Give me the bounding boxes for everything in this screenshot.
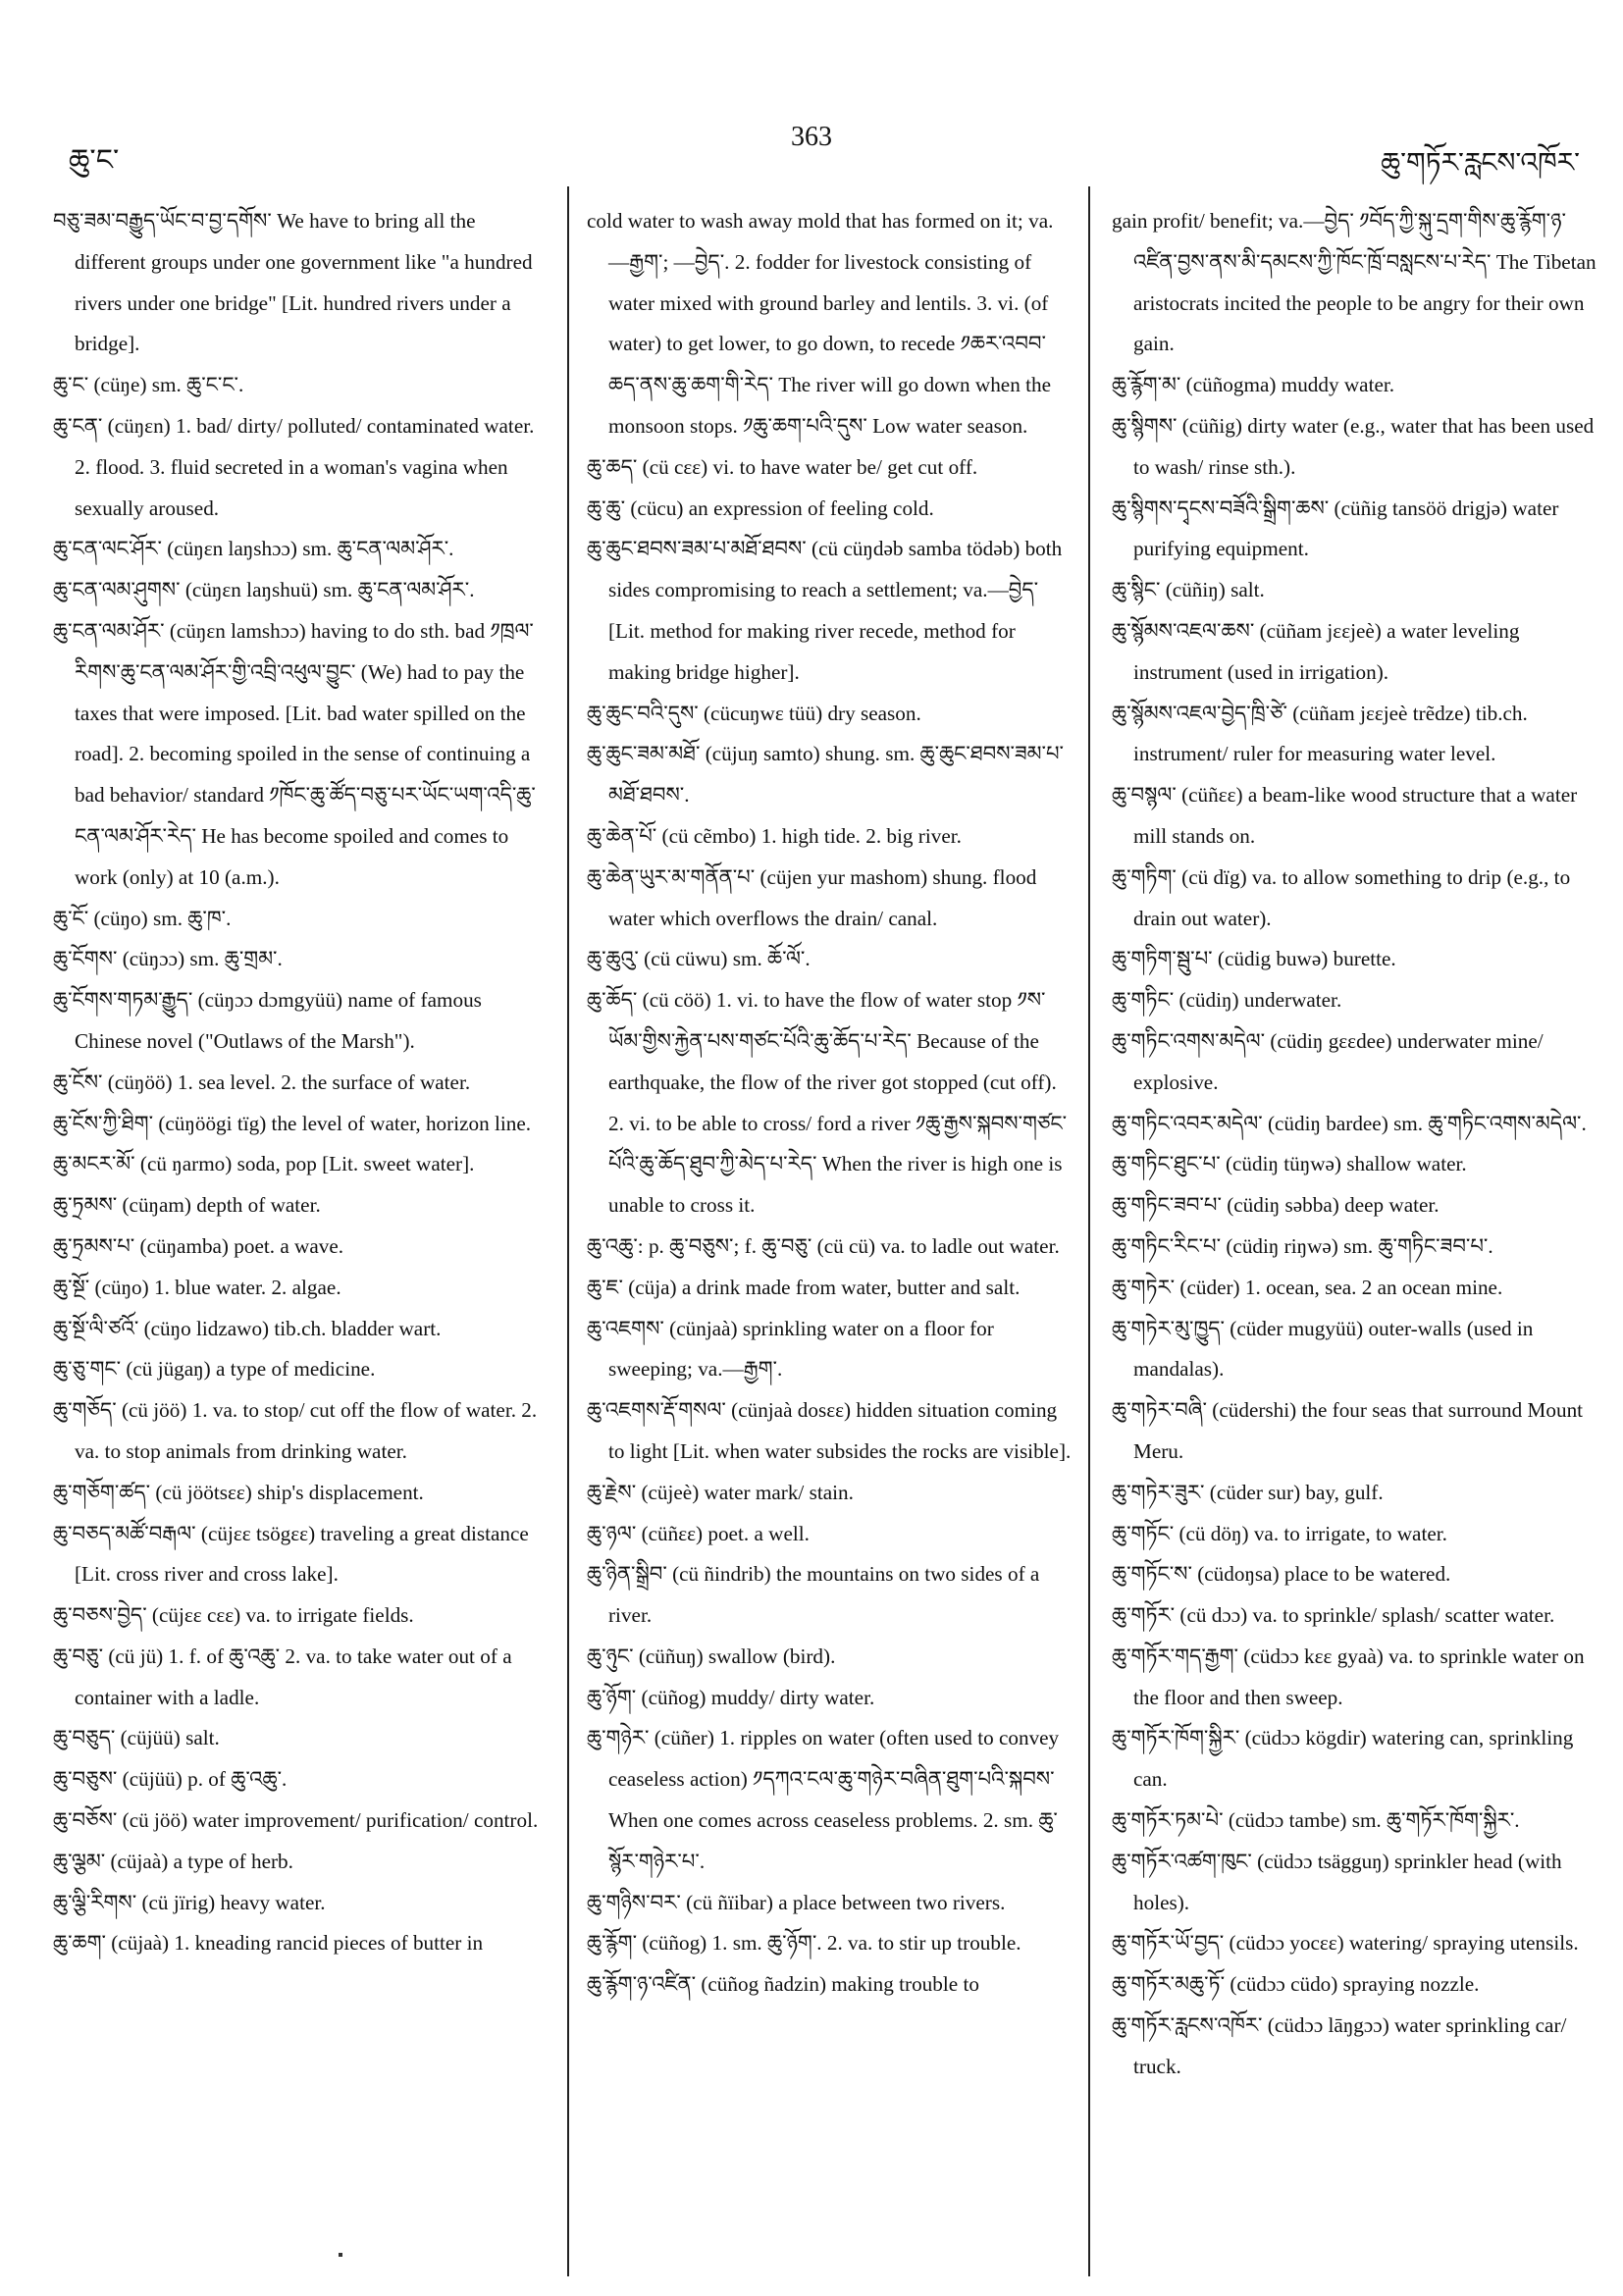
dictionary-entry: ཆུ་ངན་ལམ་ཤོར་ (cüŋɛn lamshɔɔ) having to do sth. bad ༡ཁྲལ་རིགས་ཆུ་ངན་ལམ་ཤོར་གྱི་འབྲི་འཕུལ་བྱུང་ (We) had to pay the taxes that were imposed. [Lit. bad water spilled on the road]. 2. becoming spoiled in the sense of continuing a bad behavior/ standard ༡ཁོང་ཆུ་ཚོད་བཅུ་པར་ཡོང་ཡག་འདི་ཆུ་ངན་ལམ་ཤོར་རེད་ He has become spoiled and comes to work (only) at 10 (a.m.). (53, 618, 536, 889)
dictionary-column-3 (1112, 201, 1600, 2088)
dictionary-column-2 (587, 201, 1072, 2006)
column-divider (567, 186, 569, 2276)
dictionary-entry: gain profit/ benefit; va.—བྱེད་ ༡བོད་ཀྱི་སྐུ་དྲག་གིས་ཆུ་རྙོག་ཉ་འཛིན་བྱས་ནས་མི་དམངས་ཀྱི་ཁོང་ཁྲོ་བསླངས་པ་རེད་ The Tibetan aristocrats incited the people to be angry for their own gain. (1112, 209, 1597, 356)
dictionary-entry: ཆུ་སྙིགས་དྭངས་བཟོའི་སྒྲིག་ཆས་ (cüñig tansöö drigjə) water purifying equipment. (1112, 496, 1559, 561)
dictionary-entry: ཆུ་ཏྲམས་ (cüŋam) depth of water. (53, 1193, 321, 1218)
dictionary-entry: ཆུ་བཅུད་ (cüjüü) salt. (53, 1726, 220, 1750)
dictionary-entry: ཆུ་བཅོས་ (cü jöö) water improvement/ purification/ control. (53, 1808, 539, 1833)
dictionary-entry: ཆུ་གཏིང་འགས་མདེལ་ (cüdiŋ gɛɛdee) underwater mine/ explosive. (1112, 1028, 1544, 1094)
dictionary-entry: ཆུ་ཉུང་ (cüñuŋ) swallow (bird). (587, 1644, 836, 1668)
dictionary-entry: ཆུ་གཏིང་རིང་པ་ (cüdiŋ riŋwə) sm. ཆུ་གཏིང་ཟབ་པ་. (1112, 1233, 1493, 1258)
dictionary-entry: ཆུ་སྔོ་ལི་ཙའོ་ (cüŋo lidzawo) tib.ch. bladder wart. (53, 1316, 442, 1340)
dictionary-entry: ཆུ་གཏོང་ (cü döŋ) va. to irrigate, to water. (1112, 1521, 1447, 1545)
dictionary-entry: ཆུ་གཏིང་འབར་མདེལ་ (cüdiŋ bardee) sm. ཆུ་གཏིང་འགས་མདེལ་. (1112, 1111, 1587, 1135)
dictionary-entry: ཆུ་གཏོར་འཚག་ཁུང་ (cüdɔɔ tsägguŋ) sprinkler head (with holes). (1112, 1849, 1562, 1914)
dictionary-entry: ཆུ་ཆུང་ཐབས་ཟམ་པ་མཐོ་ཐབས་ (cü cüŋdəb samba tödəb) both sides compromising to reach a settlement; va.—བྱེད་ [Lit. method for making river recede, method for making bridge higher]. (587, 537, 1063, 684)
dictionary-column-1 (53, 201, 542, 1964)
dictionary-entry: ཆུ་ཏྲམས་པ་ (cüŋamba) poet. a wave. (53, 1233, 344, 1258)
dictionary-entry: ཆུ་གཏོར་རླངས་འཁོར་ (cüdɔɔ lāŋgɔɔ) water sprinkling car/ truck. (1112, 2013, 1567, 2078)
dictionary-entry: ཆུ་གཏོར་ (cü dɔɔ) va. to sprinkle/ splash/ scatter water. (1112, 1603, 1555, 1628)
dictionary-entry: ཆུ་རྙོག་ཉ་འཛིན་ (cüñog ñadzin) making trouble to (587, 1972, 979, 1997)
dictionary-entry: ཆུ་ཉིན་སྒྲིབ་ (cü ñindrib) the mountains on two sides of a river. (587, 1562, 1040, 1628)
dictionary-entry: ཆུ་ཅུ་གང་ (cü jügaŋ) a type of medicine. (53, 1357, 376, 1382)
dictionary-entry: ཆུ་ལྕི་རིགས་ (cü jïrig) heavy water. (53, 1890, 326, 1914)
dictionary-entry: ཆུ་ཉལ་ (cüñɛɛ) poet. a well. (587, 1521, 810, 1545)
dictionary-entry: ཆུ་བཅུས་ (cüjüü) p. of ཆུ་འཆུ་. (53, 1767, 288, 1792)
dictionary-entry: ཆུ་གཅོད་ (cü jöö) 1. va. to stop/ cut off the flow of water. 2. va. to stop animals from drinking water. (53, 1398, 538, 1463)
dictionary-entry: ཆུ་ངན་ལམ་ཤུགས་ (cüŋɛn laŋshuü) sm. ཆུ་ངན་ལམ་ཤོར་. (53, 578, 475, 602)
dictionary-entry: ཆུ་སྔོ་ (cüŋo) 1. blue water. 2. algae. (53, 1275, 341, 1299)
dictionary-entry: ཆུ་གཏོར་ཁོག་སྐྱིར་ (cüdɔɔ kögdir) watering can, sprinkling can. (1112, 1726, 1574, 1792)
dictionary-entry: ཆུ་བཅད་མཚོ་བརྒལ་ (cüjɛɛ tsögɛɛ) traveling a great distance [Lit. cross river and cross lake]. (53, 1521, 529, 1587)
dictionary-entry: ཆུ་རྙོག་མ་ (cüñogma) muddy water. (1112, 373, 1395, 397)
dictionary-entry: ཆུ་སྙོམས་འཇལ་ཆས་ (cüñam jɛɛjeè) a water leveling instrument (used in irrigation). (1112, 618, 1520, 684)
dictionary-entry: ཆུ་སྙིགས་ (cüñig) dirty water (e.g., water that has been used to wash/ rinse sth.). (1112, 413, 1595, 479)
dictionary-entry: ཆུ་གཏོར་གད་རྒྱག་ (cüdɔɔ kɛɛ gyaà) va. to sprinkle water on the floor and then sweep. (1112, 1644, 1585, 1709)
dictionary-entry: ཆུ་ངོགས་ (cüŋɔɔ) sm. ཆུ་གྲམ་. (53, 947, 283, 971)
dictionary-entry: ཆུ་ཇ་ (cüja) a drink made from water, butter and salt. (587, 1275, 1021, 1299)
print-speck (339, 2253, 342, 2257)
column-divider (1088, 186, 1090, 2276)
dictionary-entry: ཆུ་གཏིང་ (cüdiŋ) underwater. (1112, 988, 1342, 1013)
dictionary-entry: ཆུ་ཆུང་ཟམ་མཐོ་ (cüjuŋ samto) shung. sm. ཆུ་ཆུང་ཐབས་ཟམ་པ་མཐོ་ཐབས་. (587, 742, 1065, 808)
dictionary-entry: ཆུ་བཅས་བྱེད་ (cüjɛɛ cɛɛ) va. to irrigate fields. (53, 1603, 414, 1628)
dictionary-entry: ཆུ་ངོ་ (cüŋo) sm. ཆུ་ཁ་. (53, 906, 232, 930)
dictionary-entry: ཆུ་རྗེས་ (cüjeè) water mark/ stain. (587, 1480, 854, 1504)
dictionary-entry: ཆུ་བསྙལ་ (cüñɛɛ) a beam-like wood structure that a water mill stands on. (1112, 783, 1578, 848)
dictionary-entry: ཆུ་གཏོར་མཆུ་ཏོ་ (cüdɔɔ cüdo) spraying nozzle. (1112, 1972, 1480, 1997)
dictionary-entry: ཆུ་སྙིང་ (cüñiŋ) salt. (1112, 578, 1265, 602)
dictionary-entry: ཆུ་མངར་མོ་ (cü ŋarmo) soda, pop [Lit. sweet water]. (53, 1152, 475, 1176)
dictionary-entry: ཆུ་གཏོར་ཏམ་པེ་ (cüdɔɔ tambe) sm. ཆུ་གཏོར་ཁོག་སྐྱིར་. (1112, 1808, 1520, 1833)
dictionary-entry: ཆུ་ངན་ (cüŋɛn) 1. bad/ dirty/ polluted/ contaminated water. 2. flood. 3. fluid secreted in a woman's vagina when sexually aroused. (53, 413, 535, 520)
dictionary-entry: ཆུ་ཆུང་བའི་དུས་ (cücuŋwɛ tüü) dry season. (587, 701, 921, 725)
dictionary-entry: ཆུ་ངན་ལང་ཤོར་ (cüŋɛn laŋshɔɔ) sm. ཆུ་ངན་ལམ་ཤོར་. (53, 537, 454, 561)
dictionary-entry: ཆུ་ཉོག་ (cüñog) muddy/ dirty water. (587, 1685, 875, 1709)
dictionary-entry: བཅུ་ཟམ་བརྒྱུད་ཡོང་བ་བྱ་དགོས་ We have to bring all the different groups under one government like "a hundred rivers under one bridge" [Lit. hundred rivers under a bridge]. (53, 209, 533, 356)
dictionary-entry: ཆུ་གཏིང་ཟབ་པ་ (cüdiŋ səbba) deep water. (1112, 1193, 1440, 1218)
dictionary-entry: ཆུ་སྙོམས་འཇལ་བྱེད་ཁྲི་ཙེ་ (cüñam jɛɛjeè trẽdze) tib.ch. instrument/ ruler for measuring water level. (1112, 701, 1528, 766)
dictionary-entry: ཆུ་ངོས་ (cüŋöö) 1. sea level. 2. the surface of water. (53, 1070, 471, 1094)
dictionary-entry: ཆུ་ངོགས་གཏམ་རྒྱུད་ (cüŋɔɔ dɔmgyüü) name of famous Chinese novel ("Outlaws of the Marsh"). (53, 988, 482, 1053)
dictionary-entry: ཆུ་ཆག་ (cüjaà) 1. kneading rancid pieces of butter in (53, 1931, 484, 1956)
dictionary-entry: ཆུ་ཆུའུ་ (cü cüwu) sm. ཆོ་ལོ་. (587, 947, 811, 971)
dictionary-entry: cold water to wash away mold that has formed on it; va.—རྒྱག་; —བྱེད་. 2. fodder for livestock consisting of water mixed with ground barley and lentils. 3. vi. (of water) to get lower, to go down, to recede ༡ཆར་འབབ་ཆད་ནས་ཆུ་ཆག་གི་རེད་ The river will go down when the monsoon stops. ༡ཆུ་ཆག་པའི་དུས་ Low water season. (587, 209, 1054, 438)
dictionary-entry: ཆུ་ལྕམ་ (cüjaà) a type of herb. (53, 1849, 293, 1873)
dictionary-entry: ཆུ་འཇགས་རྡོ་གསལ་ (cünjaà dosɛɛ) hidden situation coming to light [Lit. when water subsides the rocks are visible]. (587, 1398, 1072, 1463)
dictionary-entry: ཆུ་ཆུ་ (cücu) an expression of feeling cold. (587, 496, 934, 520)
page-number: 363 (791, 122, 832, 152)
dictionary-entry: ཆུ་ཆོད་ (cü cöö) 1. vi. to have the flow of water stop ༡ས་ཡོམ་གྱིས་རྐྱེན་པས་གཙང་པོའི་ཆུ་ཆོད་པ་རེད་ Because of the earthquake, the flow of the river got stopped (cut off). 2. vi. to be able to cross/ ford a river ༡ཆུ་རྒྱས་སྐབས་གཙང་པོའི་ཆུ་ཆོད་ཐུབ་ཀྱི་མེད་པ་རེད་ When the river is high one is unable to cross it. (587, 988, 1068, 1218)
dictionary-entry: ཆུ་ཆད་ (cü cɛɛ) vi. to have water be/ get cut off. (587, 454, 978, 479)
dictionary-entry: ཆུ་ང་ (cüŋe) sm. ཆུ་ང་ང་. (53, 373, 244, 397)
dictionary-entry: ཆུ་གཏེར་བཞི་ (cüdershi) the four seas that surround Mount Meru. (1112, 1398, 1584, 1463)
dictionary-entry: ཆུ་གཉེར་ (cüñer) 1. ripples on water (often used to convey ceaseless action) ༡དཀའ་ངལ་ཆུ་གཉེར་བཞིན་ཐུག་པའི་སྐབས་ When one comes across ceaseless problems. 2. sm. ཆུ་སྙོར་གཉེར་པ་. (587, 1726, 1060, 1873)
dictionary-entry: ཆུ་འཆུ་: p. ཆུ་བཅུས་; f. ཆུ་བཅུ་ (cü cü) va. to ladle out water. (587, 1233, 1060, 1258)
dictionary-entry: ཆུ་གཏོང་ས་ (cüdoŋsa) place to be watered. (1112, 1562, 1451, 1587)
running-head-right: ཆུ་གཏོར་རླངས་འཁོར་ (1381, 146, 1580, 179)
dictionary-entry: ཆུ་འཇགས་ (cünjaà) sprinkling water on a floor for sweeping; va.—རྒྱག་. (587, 1316, 994, 1382)
dictionary-entry: ཆུ་རྙོག་ (cüñog) 1. sm. ཆུ་ཉོག་. 2. va. to stir up trouble. (587, 1931, 1021, 1956)
dictionary-entry: ཆུ་གཏིང་ཐུང་པ་ (cüdiŋ tüŋwə) shallow water. (1112, 1152, 1467, 1176)
dictionary-entry: ཆུ་གཏེར་མུ་ཁྱུད་ (cüder mugyüü) outer-walls (used in mandalas). (1112, 1316, 1534, 1382)
dictionary-entry: ཆུ་གཏེར་ཟུར་ (cüder sur) bay, gulf. (1112, 1480, 1384, 1504)
running-head-left: ཆུ་ང་ (69, 143, 120, 178)
dictionary-entry: ཆུ་ཆེན་ཡུར་མ་གནོན་པ་ (cüjen yur mashom) shung. flood water which overflows the drain/ canal. (587, 864, 1037, 930)
dictionary-entry: ཆུ་གཉིས་བར་ (cü ñïibar) a place between two rivers. (587, 1890, 1006, 1914)
dictionary-entry: ཆུ་གཏིག་ (cü dïg) va. to allow something to drip (e.g., to drain out water). (1112, 864, 1571, 930)
dictionary-entry: ཆུ་ངོས་ཀྱི་ཐིག་ (cüŋöögi tïg) the level of water, horizon line. (53, 1111, 532, 1135)
dictionary-entry: ཆུ་བཅུ་ (cü jü) 1. f. of ཆུ་འཆུ་ 2. va. to take water out of a container with a ladle. (53, 1644, 512, 1709)
dictionary-entry: ཆུ་གཏོར་ཡོ་བྱད་ (cüdɔɔ yocɛɛ) watering/ spraying utensils. (1112, 1931, 1579, 1956)
dictionary-entry: ཆུ་ཆེན་པོ་ (cü cẽmbo) 1. high tide. 2. big river. (587, 823, 962, 848)
dictionary-entry: ཆུ་གཅོག་ཚད་ (cü jöötsɛɛ) ship's displacement. (53, 1480, 424, 1504)
dictionary-entry: ཆུ་གཏེར་ (cüder) 1. ocean, sea. 2 an ocean mine. (1112, 1275, 1503, 1299)
dictionary-entry: ཆུ་གཏིག་སྦུ་པ་ (cüdig buwə) burette. (1112, 947, 1396, 971)
